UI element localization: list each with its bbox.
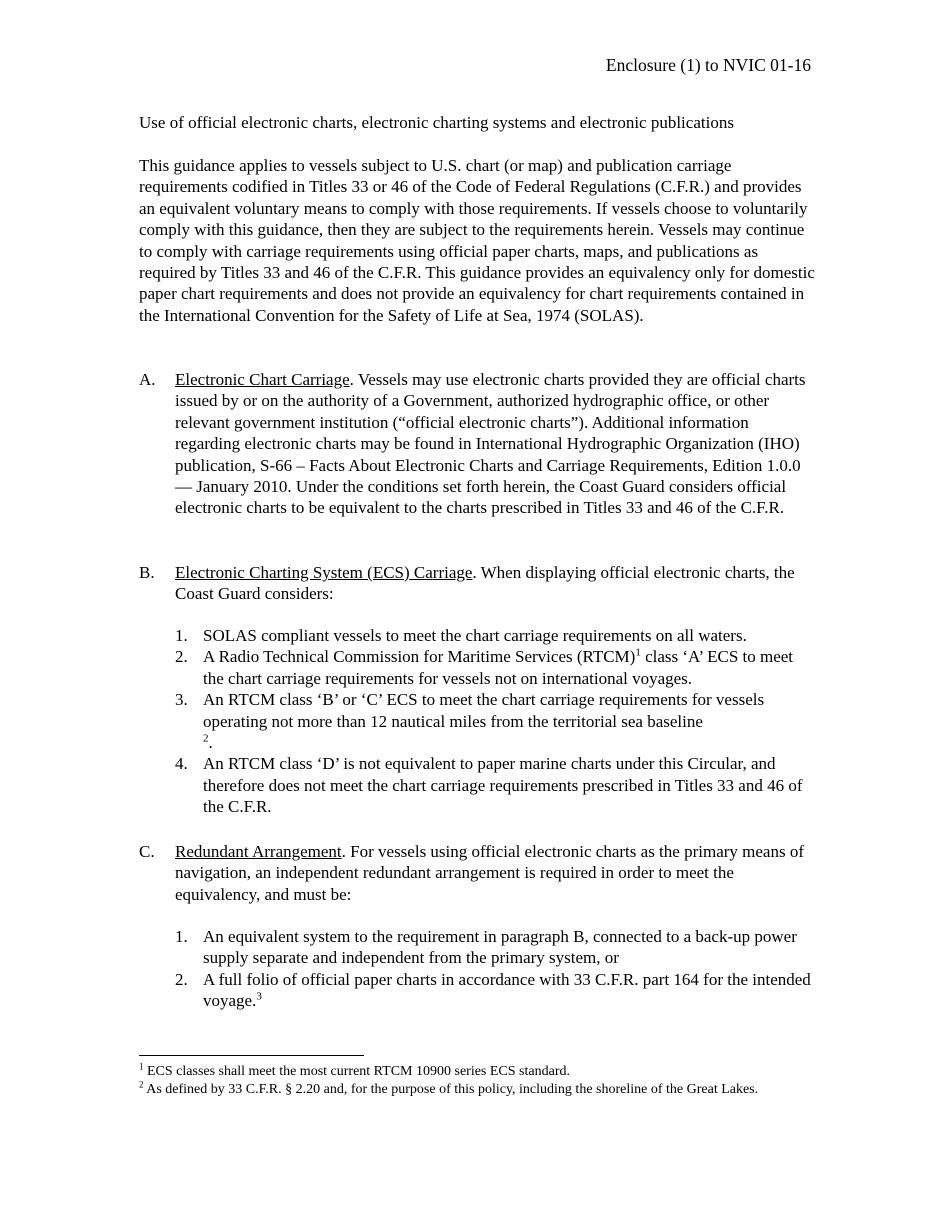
footnote-text: As defined by 33 C.F.R. § 2.20 and, for the purpose of this policy, including the shoreline of the Great Lakes. bbox=[143, 1082, 759, 1097]
footnote-ref-3: 3 bbox=[256, 990, 262, 1003]
list-item-number: 2. bbox=[175, 969, 188, 989]
section-c-text: . For vessels using official electronic charts as the primary means of navigation, an independent redundant arrangement is required in order to meet the equivalency, and must be: bbox=[175, 842, 804, 904]
footnote-number: 2 bbox=[139, 1079, 144, 1090]
footnotes bbox=[139, 1063, 799, 1099]
footnote-divider bbox=[139, 1055, 364, 1056]
list-item-text bbox=[203, 646, 815, 689]
section-c-letter: C. bbox=[139, 842, 155, 861]
list-item-text-pre: A Radio Technical Commission for Maritime Services (RTCM) bbox=[203, 647, 636, 667]
list-item-number: 4. bbox=[175, 754, 188, 774]
document-title: Use of official electronic charts, electronic charting systems and electronic publications bbox=[139, 113, 734, 132]
list-item-text-post: class ‘A’ ECS to meet the chart carriage requirements for vessels not on international voyages. bbox=[203, 647, 794, 688]
section-a-body bbox=[175, 369, 815, 519]
section-b-list bbox=[175, 625, 815, 818]
list-item-number: 1. bbox=[175, 927, 188, 946]
list-item-text-pre: A full folio of official paper charts in accordance with 33 C.F.R. part 164 for the intended voyage. bbox=[203, 969, 811, 1011]
list-item-text: An equivalent system to the requirement in paragraph B, connected to a back-up power supply separate and independent from the primary system, or bbox=[203, 927, 797, 968]
list-item bbox=[175, 689, 815, 753]
section-a-letter: A. bbox=[139, 370, 156, 389]
list-item bbox=[175, 753, 815, 817]
section-b-text: . When displaying official electronic charts, the Coast Guard considers: bbox=[175, 563, 795, 604]
footnote-number: 1 bbox=[139, 1061, 144, 1072]
footnote-2 bbox=[139, 1081, 799, 1099]
section-c bbox=[139, 841, 815, 905]
section-b-heading: Electronic Charting System (ECS) Carriage bbox=[175, 563, 473, 582]
section-b-body bbox=[175, 562, 815, 605]
footnote-text: ECS classes shall meet the most current RTCM 10900 series ECS standard. bbox=[143, 1064, 570, 1079]
section-b bbox=[139, 562, 815, 605]
footnote-ref-1: 1 bbox=[635, 646, 641, 659]
list-item-text-post: . bbox=[208, 733, 213, 753]
list-item-text: SOLAS compliant vessels to meet the chart carriage requirements on all waters. bbox=[203, 626, 747, 645]
section-c-list bbox=[175, 926, 815, 1012]
enclosure-header: Enclosure (1) to NVIC 01-16 bbox=[605, 55, 811, 75]
footnote-ref-2: 2 bbox=[203, 732, 209, 745]
section-a bbox=[139, 369, 815, 519]
list-item bbox=[175, 969, 815, 1012]
list-item-text bbox=[203, 969, 815, 1012]
list-item-text: An RTCM class ‘D’ is not equivalent to paper marine charts under this Circular, and therefore does not meet the chart carriage requirements prescribed in Titles 33 and 46 of the C.F.R. bbox=[203, 754, 803, 817]
list-item bbox=[175, 926, 815, 969]
section-c-body bbox=[175, 841, 815, 905]
section-b-letter: B. bbox=[139, 563, 155, 582]
list-item-text-pre: An RTCM class ‘B’ or ‘C’ ECS to meet the chart carriage requirements for vessels operating not more than 12 nautical miles from the territorial sea baseline bbox=[203, 690, 765, 731]
section-c-heading: Redundant Arrangement bbox=[175, 842, 342, 861]
list-item bbox=[175, 625, 815, 646]
list-item-number: 2. bbox=[175, 647, 188, 667]
section-a-text: . Vessels may use electronic charts provided they are official charts issued by or on the authority of a Government, authorized hydrographic office, or other relevant government institution (“official electronic charts”). Additional information regarding electronic charts may be found in International Hydrographic Organization (IHO) publication, S-66 – Facts About Electronic Charts and Carriage Requirements, Edition 1.0.0 — January 2010. Under the conditions set forth herein, the Coast Guard considers official electronic charts to be equivalent to the charts prescribed in Titles 33 and 46 of the C.F.R. bbox=[175, 370, 806, 518]
section-a-heading: Electronic Chart Carriage bbox=[175, 370, 350, 389]
list-item-number: 1. bbox=[175, 626, 188, 645]
list-item-text bbox=[203, 689, 815, 753]
list-item bbox=[175, 646, 815, 689]
intro-paragraph: This guidance applies to vessels subject to U.S. chart (or map) and publication carriage requirements codified in Titles 33 or 46 of the Code of Federal Regulations (C.F.R.) and provides an equivalent voluntary means to comply with those requirements. If vessels choose to voluntarily comply with this guidance, then they are subject to the requirements herein. Vessels may continue to comply with carriage requirements using official paper charts, maps, and publications as required by Titles 33 and 46 of the C.F.R. This guidance provides an equivalency only for domestic paper chart requirements and does not provide an equivalency for chart requirements contained in the International Convention for the Safety of Life at Sea, 1974 (SOLAS). bbox=[139, 156, 815, 325]
footnote-1 bbox=[139, 1063, 799, 1081]
list-item-number: 3. bbox=[175, 690, 188, 710]
